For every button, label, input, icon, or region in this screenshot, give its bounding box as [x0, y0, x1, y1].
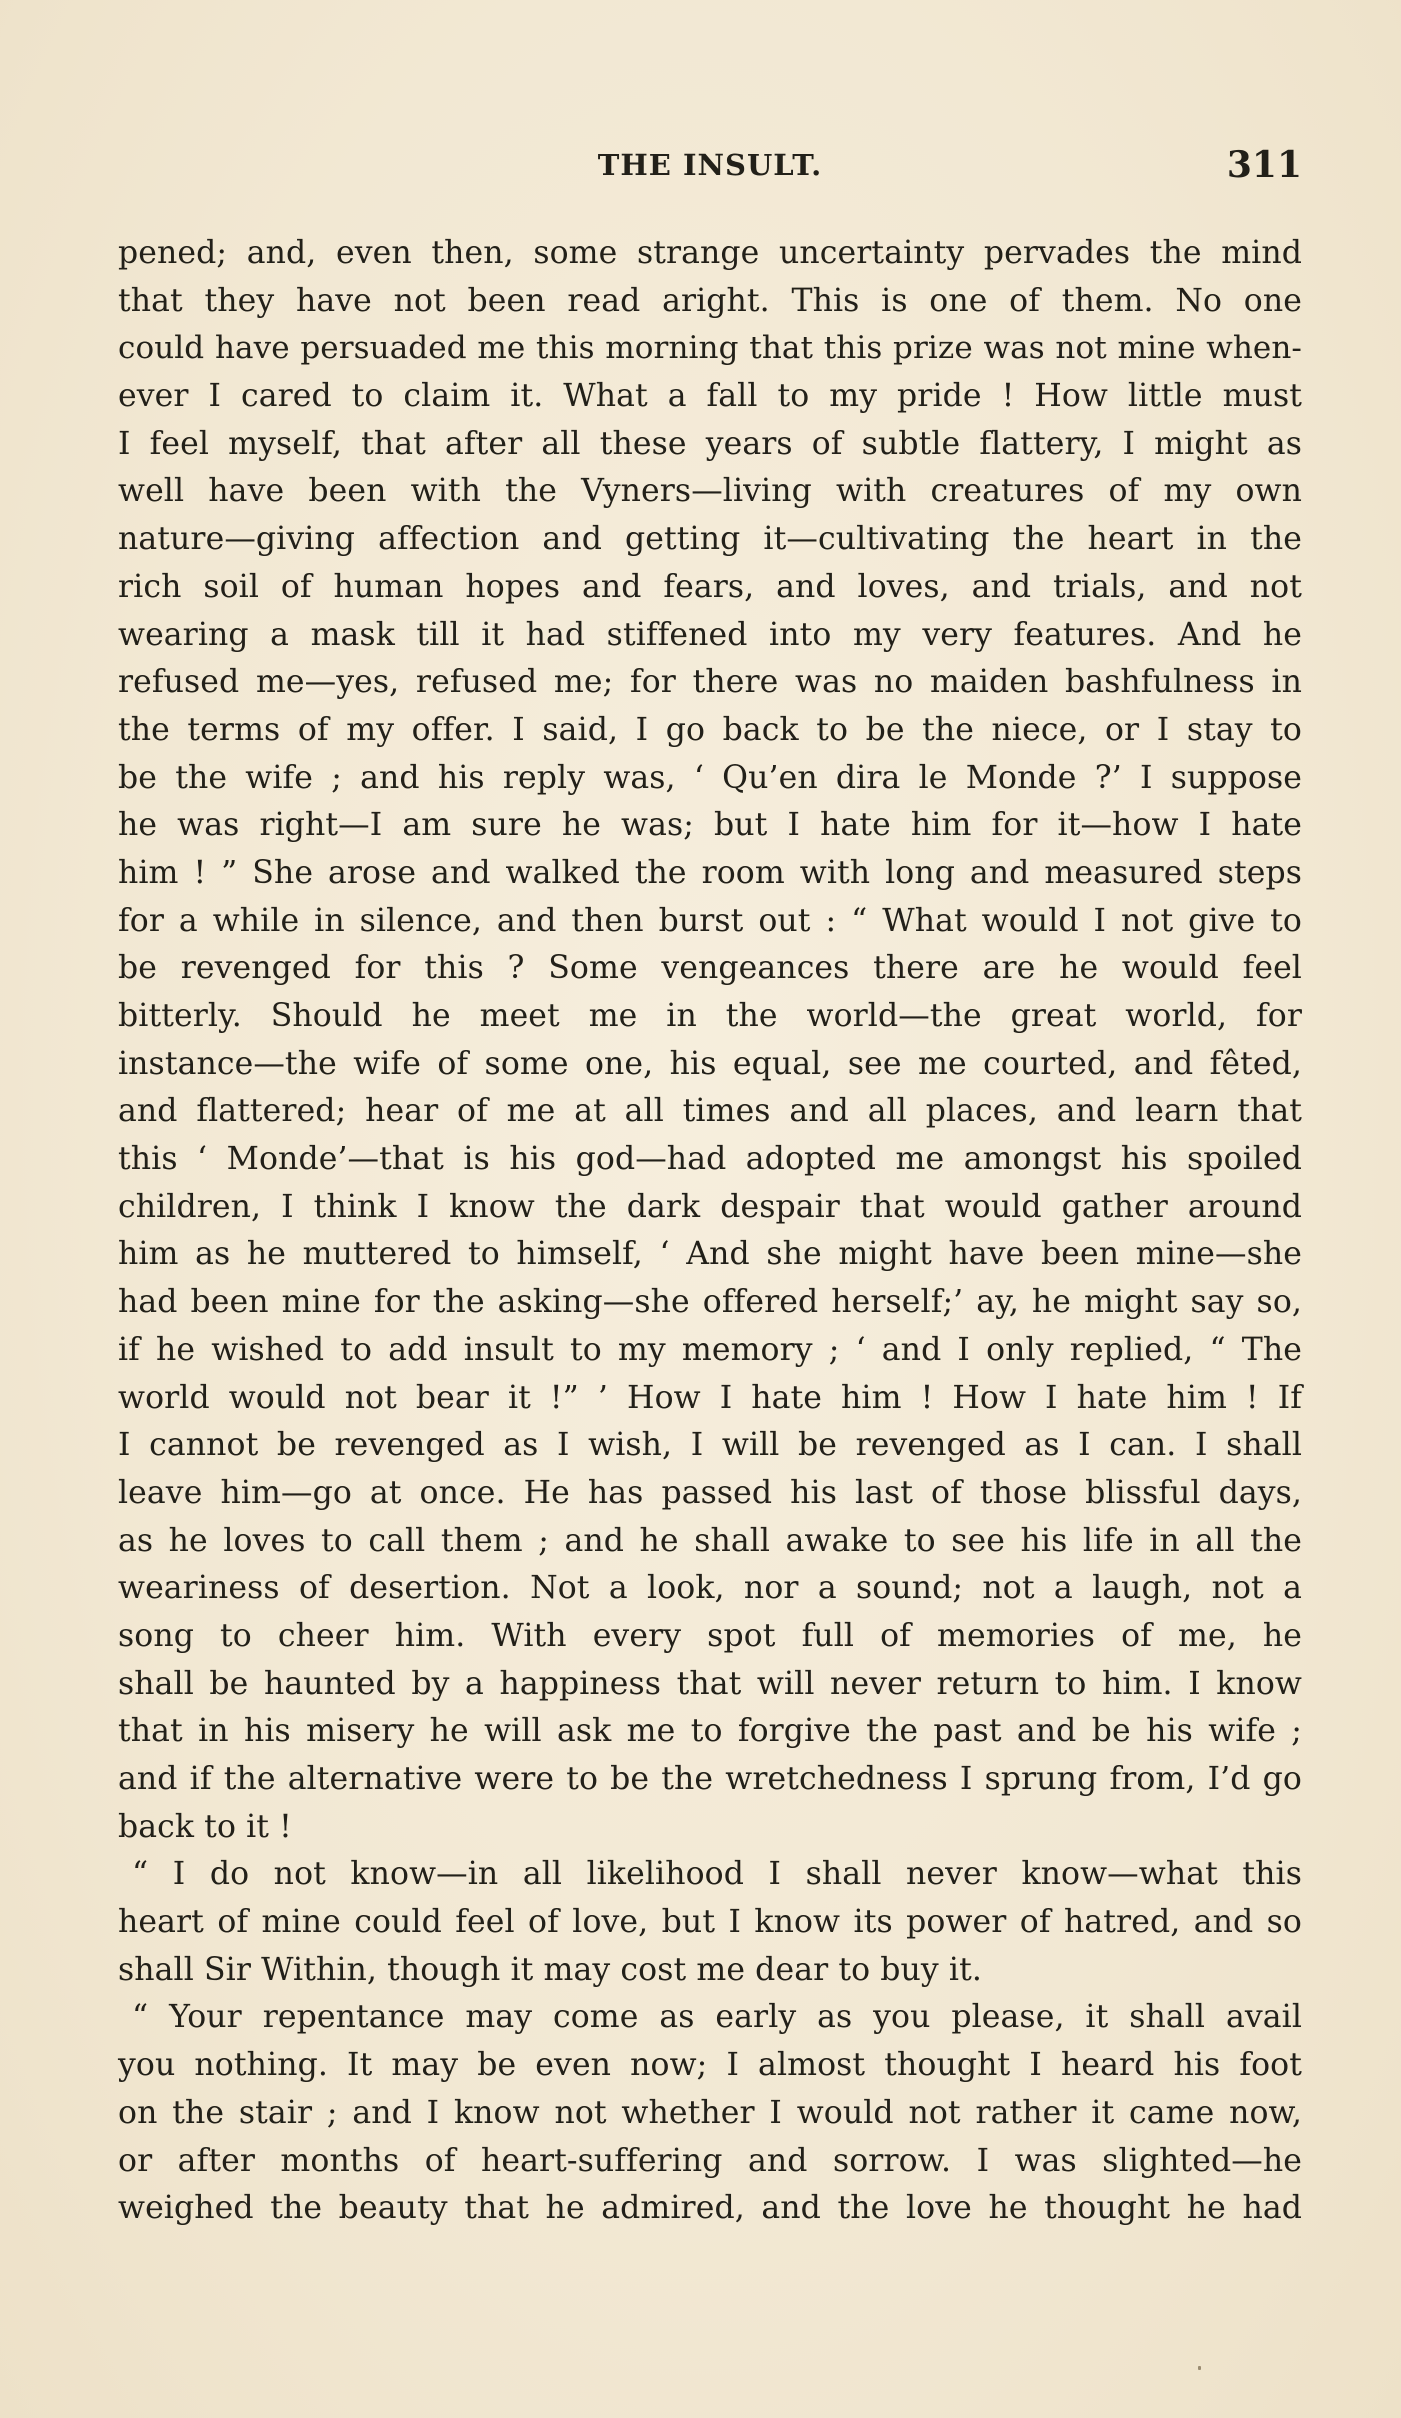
- text-line: you nothing. It may be even now; I almost thought I heard his foot: [118, 2047, 1302, 2084]
- text-line: the terms of my offer. I said, I go back to be the niece, or I stay to: [118, 711, 1302, 748]
- text-line: for a while in silence, and then burst out : “ What would I not give to: [118, 902, 1302, 939]
- text-line: as he loves to call them ; and he shall awake to see his life in all the: [118, 1522, 1302, 1559]
- paper-speck: [1198, 2366, 1201, 2370]
- text-line: “ I do not know—in all likelihood I shall never know—what this: [132, 1856, 1302, 1893]
- text-line: or after months of heart-suffering and sorrow. I was slighted—he: [118, 2142, 1302, 2179]
- text-line: bitterly. Should he meet me in the world—the great world, for: [118, 998, 1302, 1034]
- text-line: if he wished to add insult to my memory ; ‘ and I only replied, “ The: [118, 1331, 1302, 1368]
- text-line: nature—giving affection and getting it—cultivating the heart in the: [118, 521, 1302, 558]
- text-line: had been mine for the asking—she offered herself;’ ay, he might say so,: [118, 1284, 1302, 1321]
- text-line: wearing a mask till it had stiffened into my very features. And he: [118, 616, 1302, 653]
- text-line: heart of mine could feel of love, but I know its power of hatred, and so: [118, 1904, 1302, 1941]
- text-line: be revenged for this ? Some vengeances there are he would feel: [118, 950, 1302, 987]
- text-line: “ Your repentance may come as early as you please, it shall avail: [132, 1999, 1302, 2036]
- text-line: back to it !: [118, 1808, 292, 1845]
- text-line: refused me—yes, refused me; for there was no maiden bashfulness in: [118, 664, 1302, 701]
- text-line: could have persuaded me this morning that this prize was not mine when-: [118, 330, 1302, 367]
- text-line: weariness of desertion. Not a look, nor a sound; not a laugh, not a: [118, 1570, 1302, 1607]
- text-line: pened; and, even then, some strange uncertainty pervades the mind: [118, 235, 1302, 271]
- text-line: weighed the beauty that he admired, and the love he thought he had: [118, 2190, 1302, 2227]
- text-line: this ‘ Monde’—that is his god—had adopted me amongst his spoiled: [118, 1141, 1302, 1178]
- text-line: he was right—I am sure he was; but I hate him for it—how I hate: [118, 807, 1302, 844]
- text-line: leave him—go at once. He has passed his last of those blissful days,: [118, 1474, 1302, 1511]
- text-line: I feel myself, that after all these years of subtle flattery, I might as: [118, 425, 1302, 462]
- text-line: him as he muttered to himself, ‘ And she might have been mine—she: [118, 1236, 1302, 1273]
- text-line: and flattered; hear of me at all times and all places, and learn that: [118, 1093, 1302, 1130]
- text-line: I cannot be revenged as I wish, I will be revenged as I can. I shall: [118, 1427, 1302, 1464]
- text-line: that they have not been read aright. This is one of them. No one: [118, 282, 1302, 319]
- page-number: 311: [1226, 144, 1302, 186]
- page-header: [118, 144, 1302, 198]
- text-line: be the wife ; and his reply was, ‘ Qu’en dira le Monde ?’ I suppose: [118, 759, 1302, 796]
- text-line: shall be haunted by a happiness that will never return to him. I know: [118, 1665, 1302, 1702]
- text-line: that in his misery he will ask me to forgive the past and be his wife ;: [118, 1713, 1302, 1750]
- text-line: on the stair ; and I know not whether I would not rather it came now,: [118, 2094, 1302, 2131]
- text-line: rich soil of human hopes and fears, and loves, and trials, and not: [118, 568, 1302, 605]
- running-title: THE INSULT.: [597, 148, 823, 182]
- text-line: song to cheer him. With every spot full of memories of me, he: [118, 1617, 1302, 1654]
- text-line: world would not bear it !” ’ How I hate him ! How I hate him ! If: [118, 1379, 1302, 1416]
- text-line: him ! ” She arose and walked the room with long and measured steps: [118, 854, 1302, 891]
- text-line: well have been with the Vyners—living with creatures of my own: [118, 473, 1302, 510]
- text-line: and if the alternative were to be the wretchedness I sprung from, I’d go: [118, 1761, 1302, 1797]
- text-line: instance—the wife of some one, his equal, see me courted, and fêted,: [118, 1045, 1302, 1082]
- text-line: children, I think I know the dark despair that would gather around: [118, 1188, 1302, 1225]
- text-line: ever I cared to claim it. What a fall to my pride ! How little must: [118, 378, 1302, 415]
- text-line: shall Sir Within, though it may cost me dear to buy it.: [118, 1951, 982, 1988]
- body-text: [118, 230, 1302, 2233]
